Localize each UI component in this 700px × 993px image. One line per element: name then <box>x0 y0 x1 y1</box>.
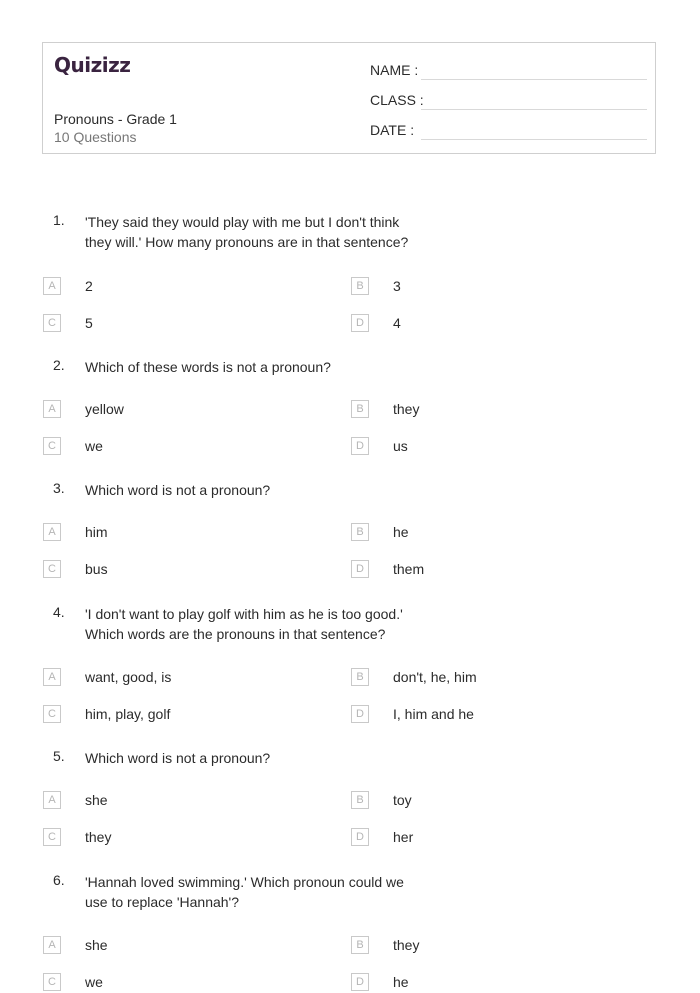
quizizz-logo: Quizizz <box>54 53 131 77</box>
option-letter-box: C <box>43 437 61 455</box>
option-text: he <box>393 524 409 540</box>
question-line: they will.' How many pronouns are in that sentence? <box>85 234 409 250</box>
name-field[interactable] <box>370 58 647 80</box>
question-line: Which word is not a pronoun? <box>85 750 271 766</box>
option-letter-box: C <box>43 705 61 723</box>
name-line <box>421 79 647 80</box>
option-letter-box: D <box>351 560 369 578</box>
option-letter-box: B <box>351 668 369 686</box>
question-count: 10 Questions <box>54 129 137 145</box>
class-field[interactable] <box>370 88 647 110</box>
question-text <box>85 604 445 644</box>
option-text: we <box>85 974 103 990</box>
question-line: use to replace 'Hannah'? <box>85 894 240 910</box>
option-text: 5 <box>85 315 93 331</box>
option-text: 3 <box>393 278 401 294</box>
question-number: 3. <box>53 480 65 496</box>
option-text: bus <box>85 561 108 577</box>
option-letter-box: D <box>351 705 369 723</box>
option-letter-box: D <box>351 828 369 846</box>
date-label: DATE : <box>370 122 415 138</box>
worksheet-header <box>42 42 656 154</box>
option-letter-box: C <box>43 314 61 332</box>
option-text: her <box>393 829 414 845</box>
option-letter-box: A <box>43 791 61 809</box>
option-text: she <box>85 937 108 953</box>
question-number: 6. <box>53 872 65 888</box>
question-number: 4. <box>53 604 65 620</box>
option-text: they <box>393 401 420 417</box>
option-text: they <box>393 937 420 953</box>
date-field[interactable] <box>370 118 647 140</box>
question-text <box>85 212 445 252</box>
option-text: him, play, golf <box>85 706 171 722</box>
option-text: 4 <box>393 315 401 331</box>
option-letter-box: C <box>43 973 61 991</box>
option-text: we <box>85 438 103 454</box>
date-line <box>421 139 647 140</box>
question-text <box>85 480 445 500</box>
question-number: 5. <box>53 748 65 764</box>
option-letter-box: B <box>351 791 369 809</box>
option-letter-box: A <box>43 936 61 954</box>
option-text: yellow <box>85 401 124 417</box>
option-letter-box: C <box>43 560 61 578</box>
option-letter-box: B <box>351 523 369 541</box>
option-text: 2 <box>85 278 93 294</box>
question-number: 1. <box>53 212 65 228</box>
option-text: toy <box>393 792 412 808</box>
option-text: don't, he, him <box>393 669 477 685</box>
question-text <box>85 872 445 912</box>
option-letter-box: C <box>43 828 61 846</box>
question-line: Which words are the pronouns in that sentence? <box>85 626 386 642</box>
option-letter-box: D <box>351 314 369 332</box>
worksheet-title: Pronouns - Grade 1 <box>54 111 177 127</box>
option-letter-box: B <box>351 936 369 954</box>
option-letter-box: A <box>43 400 61 418</box>
question-line: Which word is not a pronoun? <box>85 482 271 498</box>
question-line: 'Hannah loved swimming.' Which pronoun could we <box>85 874 404 890</box>
name-label: NAME : <box>370 62 419 78</box>
option-text: they <box>85 829 112 845</box>
option-text: I, him and he <box>393 706 474 722</box>
option-letter-box: A <box>43 523 61 541</box>
option-letter-box: A <box>43 277 61 295</box>
question-line: 'I don't want to play golf with him as he is too good.' <box>85 606 403 622</box>
option-letter-box: D <box>351 437 369 455</box>
question-text <box>85 357 445 377</box>
option-text: she <box>85 792 108 808</box>
question-number: 2. <box>53 357 65 373</box>
option-text: them <box>393 561 425 577</box>
option-letter-box: B <box>351 400 369 418</box>
option-text: him <box>85 524 108 540</box>
question-line: 'They said they would play with me but I don't think <box>85 214 400 230</box>
option-letter-box: D <box>351 973 369 991</box>
option-text: want, good, is <box>85 669 172 685</box>
class-label: CLASS : <box>370 92 424 108</box>
question-text <box>85 748 445 768</box>
class-line <box>421 109 647 110</box>
question-line: Which of these words is not a pronoun? <box>85 359 331 375</box>
option-letter-box: B <box>351 277 369 295</box>
option-text: he <box>393 974 409 990</box>
option-letter-box: A <box>43 668 61 686</box>
option-text: us <box>393 438 408 454</box>
